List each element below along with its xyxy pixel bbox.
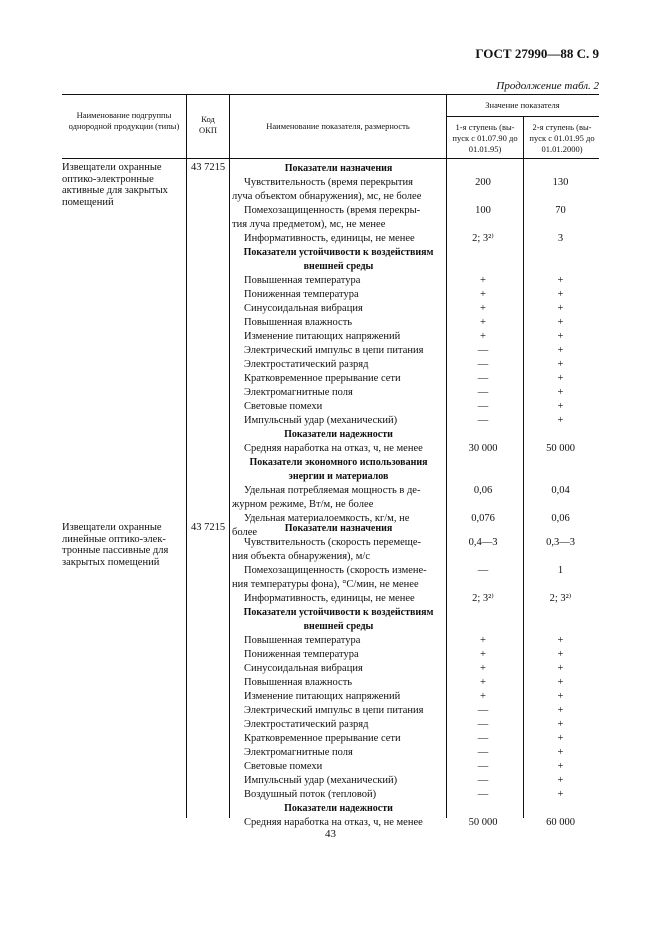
- col-divider: [186, 94, 187, 818]
- indicator-name: Помехозащищенность (время перекры-: [244, 205, 421, 216]
- indicator-name: журном режиме, Вт/м, не более: [232, 499, 374, 510]
- indicator-name: Электростатический разряд: [244, 719, 369, 730]
- okp-code: 43 7215: [190, 162, 226, 173]
- indicator-name: Пониженная температура: [244, 649, 359, 660]
- indicator-row: [229, 774, 599, 788]
- indicator-row: [229, 232, 599, 246]
- stage1-value: —: [477, 761, 489, 772]
- section-heading: Показатели экономного использования: [249, 457, 428, 468]
- indicator-row: [229, 718, 599, 732]
- indicator-row: [229, 442, 599, 456]
- indicator-row: [229, 498, 599, 512]
- group-name: Извещатели охранные линейные оптико-элек-тронные пассивные для закрытых помещений: [62, 522, 169, 568]
- section-heading: Показатели надежности: [284, 429, 393, 440]
- stage1-value: +: [480, 635, 486, 646]
- indicator-row: [229, 204, 599, 218]
- stage1-value: —: [477, 359, 489, 370]
- section-heading-row: [229, 260, 599, 274]
- indicator-row: [229, 704, 599, 718]
- indicator-row: [229, 386, 599, 400]
- indicator-name: Воздушный поток (тепловой): [244, 789, 377, 800]
- stage1-value: —: [477, 401, 489, 412]
- stage1-value: +: [480, 289, 486, 300]
- stage2-value: +: [557, 359, 564, 370]
- indicator-row: [229, 344, 599, 358]
- indicator-row: [229, 578, 599, 592]
- stage2-value: +: [557, 649, 564, 660]
- stage2-value: +: [557, 663, 564, 674]
- stage2-value: +: [557, 705, 564, 716]
- indicator-row: [229, 400, 599, 414]
- stage2-value: +: [557, 401, 564, 412]
- indicator-name: Помехозащищенность (скорость измене-: [244, 565, 427, 576]
- section-heading: Показатели устойчивости к воздействиям: [243, 247, 434, 258]
- indicator-name: Электрический импульс в цепи питания: [244, 705, 424, 716]
- okp-code: 43 7215: [190, 522, 226, 533]
- section-heading: энергии и материалов: [288, 471, 389, 482]
- stage1-value: 50 000: [468, 817, 498, 828]
- stage1-value: +: [480, 275, 486, 286]
- stage2-value: +: [557, 373, 564, 384]
- indicator-row: [229, 746, 599, 760]
- indicator-row: [229, 760, 599, 774]
- stage2-value: 0,06: [551, 513, 570, 524]
- indicator-name: Световые помехи: [244, 761, 323, 772]
- stage2-value: 70: [555, 205, 566, 216]
- section-heading: внешней среды: [303, 261, 374, 272]
- indicator-row: [229, 316, 599, 330]
- indicator-name: Средняя наработка на отказ, ч, не менее: [244, 817, 423, 828]
- indicator-row: [229, 288, 599, 302]
- stage1-value: —: [477, 775, 489, 786]
- header-bottom-rule: [62, 158, 599, 159]
- col-header-stage2: 2-я ступень (вы-пуск с 01.01.95 до 01.01.2000): [529, 122, 595, 154]
- indicator-name: Повышенная влажность: [244, 317, 353, 328]
- stage1-value: +: [480, 317, 486, 328]
- stage1-value: +: [480, 649, 486, 660]
- stage2-value: +: [557, 635, 564, 646]
- stage1-value: 0,06: [473, 485, 493, 496]
- indicator-name: Информативность, единицы, не менее: [244, 233, 415, 244]
- stage1-value: +: [480, 677, 486, 688]
- section-heading-row: [229, 428, 599, 442]
- indicator-name: Световые помехи: [244, 401, 323, 412]
- section-heading-row: [229, 522, 599, 536]
- indicator-row: [229, 176, 599, 190]
- col-header-stage1: 1-я ступень (вы-пуск с 01.07.90 до 01.01.95): [452, 122, 518, 154]
- section-heading-row: [229, 620, 599, 634]
- indicator-name: Кратковременное прерывание сети: [244, 733, 401, 744]
- indicator-row: [229, 536, 599, 550]
- stage2-value: +: [557, 747, 564, 758]
- stage1-value: —: [477, 789, 489, 800]
- stage1-value: +: [480, 663, 486, 674]
- indicator-name: луча объектом обнаружения), мс, не более: [232, 191, 422, 202]
- stage2-value: +: [557, 345, 564, 356]
- indicator-name: Удельная потребляемая мощность в де-: [244, 485, 421, 496]
- indicator-name: Повышенная влажность: [244, 677, 353, 688]
- indicator-row: [229, 414, 599, 428]
- indicator-name: Электромагнитные поля: [244, 387, 353, 398]
- table-top-rule: [62, 94, 599, 95]
- stage2-value: +: [557, 677, 564, 688]
- indicator-row: [229, 662, 599, 676]
- indicator-row: [229, 484, 599, 498]
- stage1-value: 0,4—3: [468, 537, 498, 548]
- stage1-value: +: [480, 691, 486, 702]
- indicator-row: [229, 302, 599, 316]
- col-header-group: Наименование подгруппы однородной продукции (типы): [68, 110, 180, 131]
- indicator-row: [229, 564, 599, 578]
- stage2-value: 3: [557, 233, 564, 244]
- indicator-row: [229, 218, 599, 232]
- indicator-row: [229, 358, 599, 372]
- stage1-value: 2; 3²⁾: [472, 593, 494, 604]
- stage1-value: +: [480, 331, 486, 342]
- stage2-value: 0,3—3: [546, 537, 575, 548]
- section-heading: Показатели надежности: [284, 803, 393, 814]
- indicator-name: Синусоидальная вибрация: [244, 663, 363, 674]
- indicator-table: [62, 94, 599, 828]
- stage1-value: —: [477, 705, 489, 716]
- stage2-value: 50 000: [546, 443, 575, 454]
- stage1-value: —: [477, 733, 489, 744]
- indicator-name: Электромагнитные поля: [244, 747, 353, 758]
- stage1-value: 0,076: [471, 513, 495, 524]
- stage2-value: 0,04: [551, 485, 570, 496]
- indicator-row: [229, 274, 599, 288]
- indicator-name: Повышенная температура: [244, 635, 361, 646]
- stage2-value: +: [557, 775, 564, 786]
- indicator-row: [229, 190, 599, 204]
- indicator-name: Импульсный удар (механический): [244, 775, 398, 786]
- indicator-name: Электростатический разряд: [244, 359, 369, 370]
- indicator-row: [229, 372, 599, 386]
- section-heading-row: [229, 802, 599, 816]
- stage1-value: —: [477, 345, 489, 356]
- section-heading-row: [229, 606, 599, 620]
- stage2-value: 2; 3²⁾: [549, 593, 572, 604]
- stage2-value: 60 000: [546, 817, 575, 828]
- indicator-name: Электрический импульс в цепи питания: [244, 345, 424, 356]
- stage1-value: —: [477, 415, 489, 426]
- stage1-value: 2; 3²⁾: [472, 233, 494, 244]
- indicator-name: Удельная материалоемкость, кг/м, не: [244, 513, 410, 524]
- section-heading: Показатели устойчивости к воздействиям: [243, 607, 434, 618]
- stage2-value: +: [557, 275, 564, 286]
- stage2-value: +: [557, 289, 564, 300]
- stage1-value: 100: [475, 205, 491, 216]
- indicator-name: Информативность, единицы, не менее: [244, 593, 415, 604]
- indicator-row: [229, 550, 599, 564]
- stage2-value: +: [557, 303, 564, 314]
- indicator-name: Пониженная температура: [244, 289, 359, 300]
- stage2-value: +: [557, 387, 564, 398]
- indicator-row: [229, 648, 599, 662]
- indicator-row: [229, 330, 599, 344]
- group-name: Извещатели охранные оптико-электронные активные для закрытых помещений: [62, 162, 168, 208]
- stage1-value: —: [477, 719, 489, 730]
- indicator-name: Изменение питающих напряжений: [244, 331, 401, 342]
- stage1-value: —: [477, 747, 489, 758]
- indicator-name: Средняя наработка на отказ, ч, не менее: [244, 443, 423, 454]
- section-heading: Показатели назначения: [284, 163, 393, 174]
- col-header-indicator: Наименование показателя, размерность: [266, 121, 410, 131]
- stage2-value: +: [557, 691, 564, 702]
- indicator-row: [229, 690, 599, 704]
- page-number: 43: [325, 828, 336, 840]
- col-header-okp: Код ОКП: [199, 114, 217, 135]
- indicator-name: ния объекта обнаружения), м/с: [232, 551, 370, 562]
- section-heading-row: [229, 456, 599, 470]
- stage2-value: 1: [557, 565, 564, 576]
- indicator-name: Чувствительность (скорость перемеще-: [244, 537, 422, 548]
- section-heading: внешней среды: [303, 621, 374, 632]
- indicator-name: Чувствительность (время перекрытия: [244, 177, 413, 188]
- indicator-row: [229, 634, 599, 648]
- indicator-name: Кратковременное прерывание сети: [244, 373, 401, 384]
- table-continuation-label: Продолжение табл. 2: [496, 80, 599, 92]
- stage1-value: 30 000: [468, 443, 498, 454]
- indicator-row: [229, 732, 599, 746]
- indicator-name: Импульсный удар (механический): [244, 415, 398, 426]
- section-heading-row: [229, 470, 599, 484]
- indicator-name: Синусоидальная вибрация: [244, 303, 363, 314]
- section-heading-row: [229, 246, 599, 260]
- col-header-value: Значение показателя: [485, 100, 560, 110]
- section-heading: Показатели назначения: [284, 523, 393, 534]
- indicator-name: Изменение питающих напряжений: [244, 691, 401, 702]
- stage2-value: +: [557, 331, 564, 342]
- document-header: ГОСТ 27990—88 С. 9: [475, 46, 599, 61]
- indicator-name: Повышенная температура: [244, 275, 361, 286]
- stage2-value: +: [557, 761, 564, 772]
- stage1-value: —: [477, 565, 489, 576]
- indicator-row: [229, 676, 599, 690]
- indicator-name: тия луча предметом), мс, не менее: [232, 219, 386, 230]
- stage2-value: +: [557, 733, 564, 744]
- indicator-row: [229, 788, 599, 802]
- stage1-value: +: [480, 303, 486, 314]
- indicator-row: [229, 592, 599, 606]
- stage2-value: +: [557, 317, 564, 328]
- stage2-value: +: [557, 789, 564, 800]
- stage1-value: 200: [475, 177, 491, 188]
- indicator-name: ния температуры фона), °С/мин, не менее: [232, 579, 419, 590]
- indicator-name: более: [232, 527, 258, 538]
- stage2-value: +: [557, 415, 564, 426]
- stage1-value: —: [477, 387, 489, 398]
- stage2-value: 130: [552, 177, 569, 188]
- section-heading-row: [229, 162, 599, 176]
- stage1-value: —: [477, 373, 489, 384]
- stage2-value: +: [557, 719, 564, 730]
